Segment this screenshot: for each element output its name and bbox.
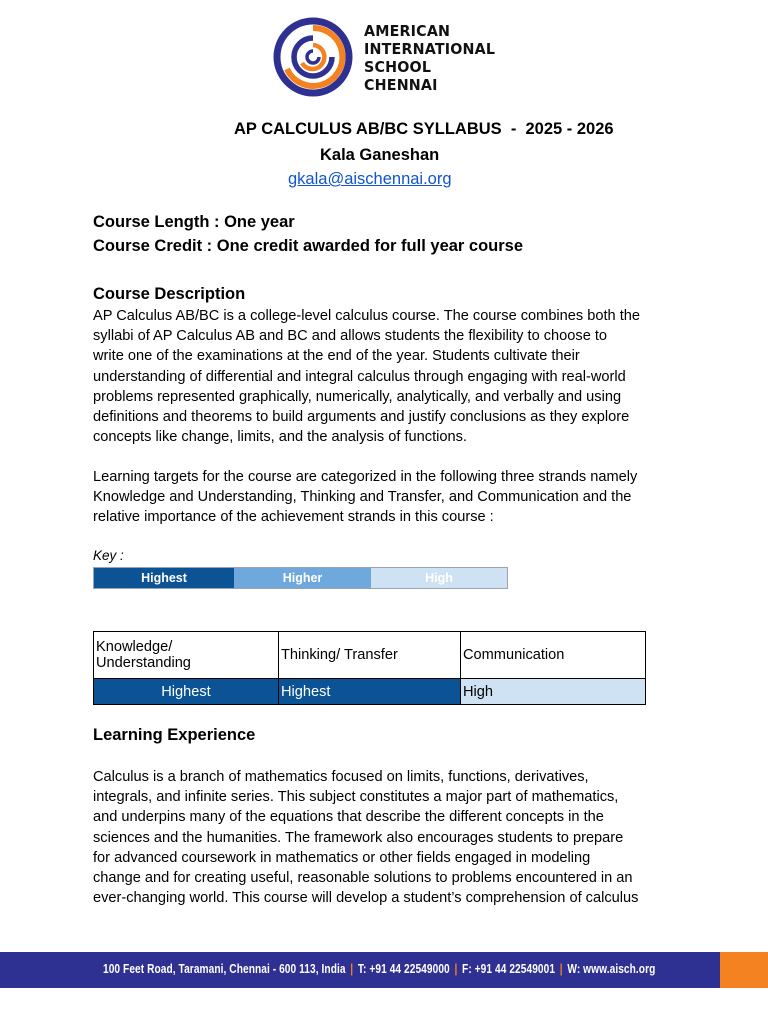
- section-heading-description: Course Description: [93, 285, 246, 303]
- footer-separator: |: [454, 961, 458, 976]
- key-item-higher: Higher: [234, 568, 371, 588]
- table-header-cell: Thinking/ Transfer: [279, 632, 461, 679]
- footer-accent: [720, 952, 768, 988]
- text-line: Knowledge and Understanding, Thinking and Transfer, and Communication and the: [93, 489, 632, 506]
- description-paragraph: [93, 306, 683, 447]
- author-name: Kala Ganeshan: [320, 146, 440, 164]
- text-line: syllabi of AP Calculus AB and BC and allows students the flexibility to choose to: [93, 328, 608, 345]
- strand-value-communication: High: [461, 679, 646, 705]
- school-logo: [272, 14, 502, 100]
- key-item-high: High: [371, 568, 507, 588]
- logo-wordmark: [364, 22, 495, 94]
- footer-web: W: www.aisch.org: [567, 961, 656, 976]
- key-label: Key :: [93, 548, 124, 563]
- text-line: sciences and the humanities. The framework also encourages students to prepare: [93, 829, 624, 846]
- key-item-highest: Highest: [94, 568, 234, 588]
- table-header-cell: [94, 632, 279, 679]
- key-legend: [93, 567, 508, 589]
- text-line: and underpins many of the equations that describe the different concepts in the: [93, 809, 604, 826]
- footer-separator: |: [350, 961, 354, 976]
- footer-fax: F: +91 44 22549001: [462, 961, 556, 976]
- footer-separator: |: [559, 961, 563, 976]
- logo-line: SCHOOL: [364, 58, 432, 76]
- strands-intro-paragraph: [93, 467, 683, 528]
- text-line: Calculus is a branch of mathematics focused on limits, functions, derivatives,: [93, 769, 589, 785]
- logo-line: INTERNATIONAL: [364, 40, 496, 58]
- table-row: [94, 679, 646, 705]
- logo-line: CHENNAI: [364, 76, 438, 94]
- text-line: write one of the examinations at the end of the year. Students cultivate their: [93, 348, 580, 365]
- text-line: for advanced coursework in mathematics or other fields engaged in modeling: [93, 849, 591, 866]
- document-title: AP CALCULUS AB/BC SYLLABUS - 2025 - 2026: [234, 120, 614, 138]
- text-line: integrals, and infinite series. This subject constitutes a major part of mathematics,: [93, 789, 619, 806]
- table-header-row: [94, 632, 646, 679]
- text-line: Learning targets for the course are categorized in the following three strands namely: [93, 469, 638, 485]
- course-credit: Course Credit : One credit awarded for full year course: [93, 237, 524, 255]
- logo-line: AMERICAN: [364, 22, 451, 40]
- footer-contact: [103, 961, 655, 976]
- text-line: definitions and theorems to build arguments and justify conclusions as they explore: [93, 409, 630, 426]
- text-line: AP Calculus AB/BC is a college-level calculus course. The course combines both the: [93, 308, 641, 324]
- text-line: problems represented graphically, numerically, analytically, and verbally and using: [93, 388, 622, 405]
- text-line: change and for creating useful, reasonable solutions to problems encountered in an: [93, 870, 633, 887]
- course-length: Course Length : One year: [93, 213, 295, 231]
- header-line: Understanding: [96, 655, 191, 671]
- learning-paragraph: [93, 767, 683, 908]
- text-line: understanding of differential and integral calculus through engaging with real-world: [93, 368, 626, 385]
- strand-value-knowledge: Highest: [94, 679, 279, 705]
- email-link[interactable]: gkala@aischennai.org: [288, 170, 452, 188]
- table-header-cell: Communication: [461, 632, 646, 679]
- text-line: relative importance of the achievement strands in this course :: [93, 509, 494, 526]
- footer-phone: T: +91 44 22549000: [357, 961, 450, 976]
- footer-address: 100 Feet Road, Taramani, Chennai - 600 113, India: [103, 961, 346, 976]
- strands-table: [93, 631, 646, 705]
- header-line: Knowledge/: [96, 639, 173, 655]
- logo-swirl-icon: [272, 14, 358, 100]
- text-line: ever-changing world. This course will develop a student’s comprehension of calculus: [93, 890, 639, 907]
- footer-bar: [0, 952, 720, 988]
- text-line: concepts like change, limits, and the analysis of functions.: [93, 429, 467, 446]
- section-heading-learning: Learning Experience: [93, 726, 256, 744]
- strand-value-thinking: Highest: [279, 679, 461, 705]
